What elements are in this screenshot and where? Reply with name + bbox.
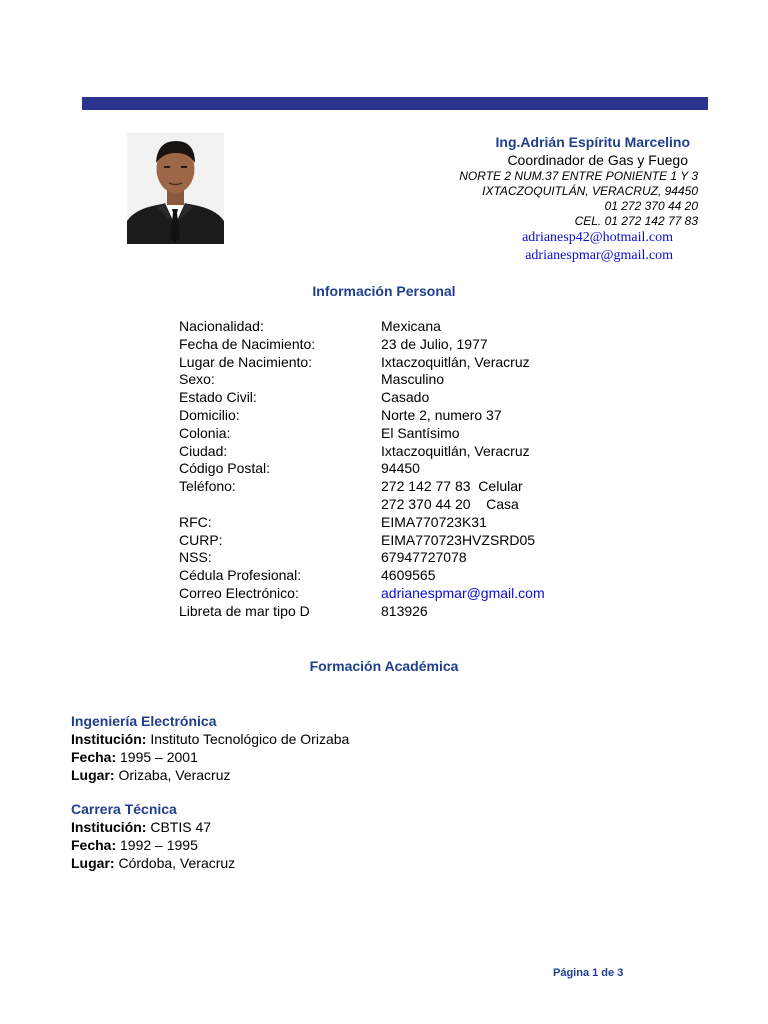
place-value: Córdoba, Veracruz <box>118 855 236 871</box>
info-row <box>179 514 545 532</box>
full-name: Ing.Adrián Espíritu Marcelino <box>495 134 690 150</box>
info-row <box>179 603 545 621</box>
info-row <box>179 407 545 425</box>
info-value: Casado <box>381 389 430 406</box>
info-row <box>179 318 545 336</box>
cell-number: CEL. 01 272 142 77 83 <box>574 214 698 228</box>
info-row <box>179 478 545 496</box>
info-row <box>179 496 545 514</box>
info-row <box>179 389 545 407</box>
info-row <box>179 371 545 389</box>
info-label: Correo Electrónico: <box>179 584 299 601</box>
info-label: Código Postal: <box>179 460 271 477</box>
education-heading: Formación Académica <box>309 658 459 674</box>
info-value: 4609565 <box>381 567 436 584</box>
info-label: RFC: <box>179 513 212 530</box>
profile-photo <box>127 133 224 244</box>
info-label: Fecha de Nacimiento: <box>179 335 316 352</box>
info-value: 272 142 77 83 Celular <box>381 478 523 495</box>
institution-line <box>71 818 235 836</box>
info-row <box>179 443 545 461</box>
info-value: 272 370 44 20 Casa <box>381 495 519 512</box>
info-label: Lugar de Nacimiento: <box>179 353 313 370</box>
contact-header <box>459 133 698 265</box>
info-label: Ciudad: <box>179 442 228 459</box>
info-value: EIMA770723HVZSRD05 <box>381 531 536 548</box>
email-link-gmail[interactable]: adrianespmar@gmail.com <box>525 248 673 263</box>
info-value: Norte 2, numero 37 <box>381 406 502 423</box>
info-value: Ixtaczoquitlán, Veracruz <box>381 353 530 370</box>
institution-value: Instituto Tecnológico de Orizaba <box>150 731 350 747</box>
date-line <box>71 836 235 854</box>
info-label: Domicilio: <box>179 406 240 423</box>
info-row <box>179 425 545 443</box>
place-value: Orizaba, Veracruz <box>118 767 231 783</box>
info-label: Cédula Profesional: <box>179 567 302 584</box>
info-row <box>179 585 545 603</box>
education-item <box>71 800 235 872</box>
info-value: EIMA770723K31 <box>381 513 487 530</box>
email-link-personal[interactable]: adrianespmar@gmail.com <box>381 584 545 601</box>
info-row <box>179 336 545 354</box>
institution-line <box>71 730 349 748</box>
info-row <box>179 549 545 567</box>
info-row <box>179 460 545 478</box>
info-label <box>179 496 381 514</box>
phone-number: 01 272 370 44 20 <box>604 199 698 213</box>
info-row <box>179 532 545 550</box>
info-row <box>179 567 545 585</box>
info-label: CURP: <box>179 531 223 548</box>
person-portrait-icon <box>127 133 224 244</box>
info-value: Masculino <box>381 371 445 388</box>
info-label: Estado Civil: <box>179 389 257 406</box>
institution-label: Institución: <box>71 731 147 747</box>
info-value: El Santísimo <box>381 424 460 441</box>
institution-label: Institución: <box>71 819 147 835</box>
institution-value: CBTIS 47 <box>150 819 212 835</box>
info-label: Nacionalidad: <box>179 318 264 334</box>
info-value: 813926 <box>381 602 428 619</box>
info-row <box>179 354 545 372</box>
degree-title: Carrera Técnica <box>71 801 177 817</box>
place-label: Lugar: <box>71 855 115 871</box>
personal-info-heading: Información Personal <box>312 283 456 299</box>
degree-title: Ingeniería Electrónica <box>71 713 217 729</box>
date-value: 1992 – 1995 <box>120 837 198 853</box>
education-item <box>71 712 349 784</box>
date-label: Fecha: <box>71 837 117 853</box>
date-label: Fecha: <box>71 749 117 765</box>
info-label: Colonia: <box>179 424 231 441</box>
address-line-2: IXTACZOQUITLÁN, VERACRUZ, 94450 <box>482 184 698 198</box>
header-bar <box>82 97 708 110</box>
date-value: 1995 – 2001 <box>120 749 198 765</box>
job-title: Coordinador de Gas y Fuego <box>507 152 688 168</box>
place-line <box>71 766 349 784</box>
info-value: Mexicana <box>381 318 441 334</box>
info-value: 23 de Julio, 1977 <box>381 335 488 352</box>
info-label: NSS: <box>179 549 212 566</box>
info-value: Ixtaczoquitlán, Veracruz <box>381 442 530 459</box>
personal-info-table <box>179 318 545 621</box>
email-link-hotmail[interactable]: adrianesp42@hotmail.com <box>522 230 673 245</box>
info-label: Libreta de mar tipo D <box>179 602 310 619</box>
address-line-1: NORTE 2 NUM.37 ENTRE PONIENTE 1 Y 3 <box>459 169 698 183</box>
date-line <box>71 748 349 766</box>
place-line <box>71 854 235 872</box>
page-number: Página 1 de 3 <box>553 967 624 979</box>
info-label: Sexo: <box>179 371 215 388</box>
place-label: Lugar: <box>71 767 115 783</box>
info-value <box>381 585 545 603</box>
info-label: Teléfono: <box>179 478 236 495</box>
info-value: 94450 <box>381 460 420 477</box>
info-value: 67947727078 <box>381 549 467 566</box>
